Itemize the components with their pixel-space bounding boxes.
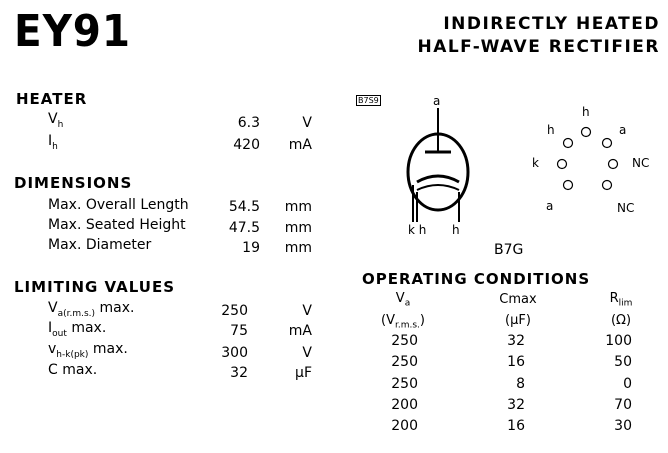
table-cell: 250	[391, 333, 418, 349]
limit-unit: V	[302, 303, 312, 319]
column-header: $V_a$	[395, 291, 411, 309]
heater-voltage-unit: V	[302, 115, 312, 131]
column-unit: (µF)	[505, 313, 531, 328]
dimension-unit: mm	[284, 220, 312, 236]
dimension-value: 19	[242, 240, 260, 256]
heater-filament	[417, 185, 459, 190]
subtitle-line-2: HALF-WAVE RECTIFIER	[417, 37, 660, 57]
dimension-label: Max. Seated Height	[48, 217, 186, 233]
limiting-values-heading: LIMITING VALUES	[14, 278, 176, 296]
heater-voltage-label: $V_h$	[48, 111, 64, 130]
anode-label: a	[433, 94, 441, 108]
limit-unit: µF	[295, 365, 312, 381]
column-header: $R_{lim}$	[609, 291, 633, 309]
limit-unit: mA	[288, 323, 312, 339]
pin-label-h: h	[582, 105, 590, 119]
pin-circle	[582, 128, 591, 137]
pin-circle	[564, 139, 573, 148]
tube-symbol-diagram	[395, 100, 485, 240]
column-header: Cmax	[499, 292, 537, 307]
diagram-code: B7S9	[358, 96, 379, 105]
pin-label-k: k	[532, 156, 539, 170]
limit-label: C max.	[48, 362, 98, 378]
dimension-label: Max. Overall Length	[48, 197, 189, 213]
heater-current-label: $I_h$	[48, 133, 58, 152]
pin-label-h: h	[547, 123, 555, 137]
pin-circle	[609, 160, 618, 169]
limit-label: $I_{out}$ max.	[48, 320, 107, 339]
heater-current-value: 420	[233, 137, 260, 153]
table-cell: 0	[623, 376, 632, 392]
dimension-unit: mm	[284, 199, 312, 215]
limit-value: 32	[230, 365, 248, 381]
table-cell: 32	[507, 397, 525, 413]
dimension-value: 54.5	[228, 199, 260, 215]
dimension-unit: mm	[284, 240, 312, 256]
limit-unit: V	[302, 345, 312, 361]
column-unit: (Ω)	[610, 313, 632, 328]
kh-label: k h	[408, 223, 427, 237]
pin-label-a: a	[546, 199, 554, 213]
dimension-value: 47.5	[228, 220, 260, 236]
table-cell: 32	[507, 333, 525, 349]
table-cell: 30	[614, 418, 632, 434]
limit-value: 300	[221, 345, 248, 361]
table-cell: 200	[391, 397, 418, 413]
table-cell: 70	[614, 397, 632, 413]
table-cell: 50	[614, 354, 632, 370]
limit-label: $v_{h-k(pk)}$ max.	[48, 341, 128, 360]
table-cell: 200	[391, 418, 418, 434]
table-cell: 100	[605, 333, 632, 349]
operating-conditions-heading: OPERATING CONDITIONS	[362, 270, 591, 288]
limit-value: 250	[221, 303, 248, 319]
table-cell: 250	[391, 376, 418, 392]
heater-voltage-value: 6.3	[237, 115, 260, 131]
dimensions-heading: DIMENSIONS	[14, 174, 133, 192]
table-cell: 16	[507, 354, 525, 370]
table-cell: 16	[507, 418, 525, 434]
heater-heading: HEATER	[16, 90, 88, 108]
pin-label-nc: NC	[632, 156, 650, 170]
base-type-label: B7G	[494, 242, 524, 258]
subtitle-line-1: INDIRECTLY HEATED	[443, 14, 660, 34]
h-label: h	[452, 223, 460, 237]
pin-label-a: a	[619, 123, 627, 137]
pin-circle	[558, 160, 567, 169]
cathode	[417, 176, 459, 182]
limit-label: $V_{a(r.m.s.)}$ max.	[48, 300, 135, 319]
pin-circle	[603, 139, 612, 148]
pin-label-nc: NC	[617, 201, 635, 215]
limit-value: 75	[230, 323, 248, 339]
pin-circle	[603, 181, 612, 190]
tube-type-title: EY91	[14, 6, 131, 57]
pin-circle	[564, 181, 573, 190]
column-unit: $(V_{r.m.s.})$	[381, 313, 425, 331]
table-cell: 250	[391, 354, 418, 370]
dimension-label: Max. Diameter	[48, 237, 152, 253]
table-cell: 8	[516, 376, 525, 392]
heater-current-unit: mA	[288, 137, 312, 153]
